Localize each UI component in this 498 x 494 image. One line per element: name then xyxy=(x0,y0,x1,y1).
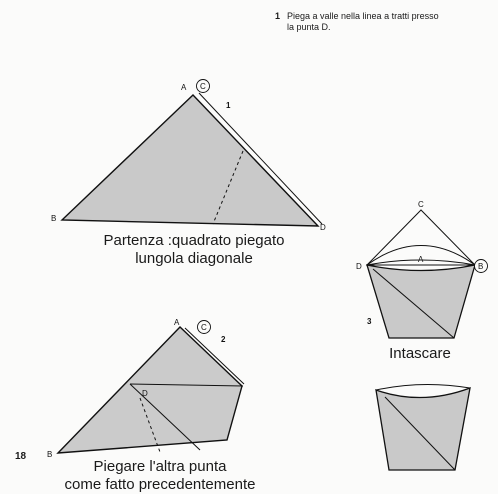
step2-triangle xyxy=(58,327,242,453)
step3-diagram xyxy=(356,200,488,338)
step1-number: 1 xyxy=(226,101,231,110)
step1-label-c: C xyxy=(200,82,206,91)
step2-label-d: D xyxy=(142,389,148,398)
final-cup-rim xyxy=(376,384,470,390)
step1-caption xyxy=(88,232,300,268)
step1-caption-line-1: Partenza :quadrato piegato xyxy=(103,232,285,249)
step2-caption-line-1: Piegare l'altra punta xyxy=(93,458,227,475)
step1-triangle xyxy=(62,95,318,226)
step1-caption-line-2: lungola diagonale xyxy=(135,250,253,267)
instruction-number: 1 xyxy=(275,11,281,21)
step2-caption-line-2: come fatto precedentemente xyxy=(64,476,256,493)
step3-cup-body xyxy=(367,265,475,338)
page-number: 18 xyxy=(15,451,27,462)
step1-label-a: A xyxy=(181,83,187,92)
step2-label-b: B xyxy=(47,450,53,459)
instruction-line-2: la punta D. xyxy=(287,22,331,32)
instruction-line-1: Piega a valle nella linea a tratti presso xyxy=(287,11,439,21)
step3-label-a: A xyxy=(418,255,424,264)
step3-number: 3 xyxy=(367,317,372,326)
step2-number: 2 xyxy=(221,335,226,344)
step1-diagram xyxy=(51,80,326,233)
step3-label-b: B xyxy=(478,262,484,271)
step3-label-c: C xyxy=(418,200,424,209)
final-cup-body xyxy=(376,388,470,470)
step3-caption: Intascare xyxy=(389,345,451,362)
instruction-text xyxy=(287,11,487,33)
step2-label-c: C xyxy=(201,323,207,332)
step2-diagram xyxy=(47,318,244,459)
step2-caption xyxy=(40,458,280,494)
step3-label-d: D xyxy=(356,262,362,271)
step1-label-d: D xyxy=(320,223,326,232)
final-cup-diagram xyxy=(376,384,470,470)
step1-label-b: B xyxy=(51,214,57,223)
step2-label-a: A xyxy=(174,318,180,327)
